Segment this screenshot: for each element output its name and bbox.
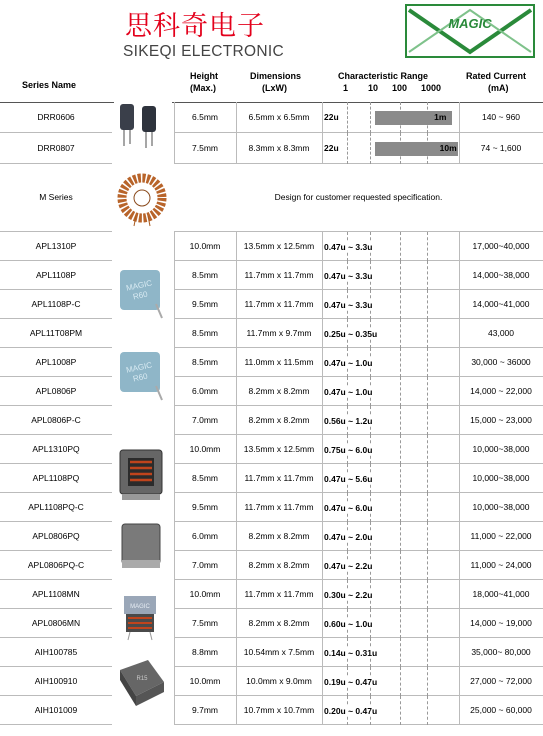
header-dimensions-sub: (LxW) [262, 83, 287, 93]
table-row [0, 164, 543, 232]
range-max: 10m [439, 142, 457, 153]
height-value: 7.0mm [192, 414, 218, 425]
range-gridline [400, 580, 401, 609]
series-name: APL1310P [35, 240, 77, 251]
svg-text:MAGIC: MAGIC [125, 278, 153, 293]
range-gridline [400, 551, 401, 580]
series-name: APL1008P [35, 356, 77, 367]
height-value: 9.5mm [192, 501, 218, 512]
header-range: Characteristic Range [338, 71, 429, 81]
apl-inductor-image [114, 264, 172, 320]
header-range-tick: 10 [368, 83, 379, 93]
table-row [0, 522, 543, 551]
rated-current: 10,000~38,000 [472, 443, 530, 454]
range-gridline [347, 102, 348, 133]
dimensions-value: 11.7mm x 9.7mm [246, 327, 312, 338]
series-name: APL1108PQ [32, 472, 80, 483]
dimensions-value: 11.7mm x 11.7mm [244, 472, 314, 483]
rated-current: 140 ~ 960 [481, 111, 521, 122]
series-name: APL1108P [35, 269, 76, 280]
col-divider [322, 667, 323, 696]
rated-current: 43,000 [488, 327, 514, 338]
dimensions-value: 8.2mm x 8.2mm [248, 530, 310, 541]
height-value: 8.5mm [192, 269, 218, 280]
col-divider [322, 133, 323, 164]
col-divider [322, 435, 323, 464]
toroid-inductor-image [114, 172, 172, 228]
rated-current: 14,000~38,000 [472, 269, 530, 280]
range-gridline [427, 377, 428, 406]
range-value: 0.47u ~ 2.2u [324, 560, 373, 571]
height-value: 6.0mm [192, 530, 218, 541]
range-gridline [400, 261, 401, 290]
dimensions-value: 11.0mm x 11.5mm [244, 356, 314, 367]
series-name: AIH100785 [34, 646, 78, 657]
table-row [0, 638, 543, 667]
custom-spec-note: Design for customer requested specification. [274, 192, 443, 202]
dimensions-value: 13.5mm x 12.5mm [243, 443, 315, 454]
range-value: 0.30u ~ 2.2u [324, 589, 373, 600]
aplpq-inductor-image [114, 518, 172, 574]
header-current: Rated Current [466, 71, 527, 81]
rated-current: 10,000~38,000 [472, 501, 530, 512]
table-row [0, 348, 543, 377]
height-value: 9.7mm [192, 704, 218, 715]
range-gridline [427, 522, 428, 551]
dimensions-value: 8.2mm x 8.2mm [248, 617, 310, 628]
range-gridline [400, 638, 401, 667]
series-name: AIH101009 [34, 704, 78, 715]
dimensions-value: 11.7mm x 11.7mm [244, 588, 314, 599]
col-divider [322, 102, 323, 133]
height-value: 6.0mm [192, 385, 218, 396]
height-value: 7.0mm [192, 559, 218, 570]
dimensions-value: 13.5mm x 12.5mm [243, 240, 315, 251]
table-row [0, 102, 543, 133]
col-divider [322, 493, 323, 522]
range-gridline [347, 133, 348, 164]
col-divider [322, 232, 323, 261]
range-gridline [427, 261, 428, 290]
header-range-tick: 1000 [421, 83, 442, 93]
table-row [0, 435, 543, 464]
rated-current: 17,000~40,000 [472, 240, 530, 251]
range-value: 0.60u ~ 1.0u [324, 618, 373, 629]
rated-current: 74 ~ 1,600 [480, 142, 522, 153]
table-row [0, 232, 543, 261]
range-gridline [370, 102, 371, 133]
row-divider [174, 724, 543, 725]
range-max: 1m [434, 111, 447, 122]
range-gridline [400, 493, 401, 522]
series-name: APL1310PQ [32, 443, 80, 454]
rated-current: 27,000 ~ 72,000 [470, 675, 532, 686]
dimensions-value: 11.7mm x 11.7mm [244, 298, 314, 309]
range-value: 0.25u ~ 0.35u [324, 328, 378, 339]
row-divider [0, 724, 112, 725]
rated-current: 11,000 ~ 22,000 [470, 530, 532, 541]
table-row [0, 319, 543, 348]
range-gridline [427, 290, 428, 319]
dimensions-value: 8.2mm x 8.2mm [248, 385, 310, 396]
range-value: 0.19u ~ 0.47u [324, 676, 378, 687]
rated-current: 14,000~41,000 [472, 298, 530, 309]
range-gridline [400, 319, 401, 348]
series-name: APL0806P [35, 385, 77, 396]
height-value: 9.5mm [192, 298, 218, 309]
height-value: 10.0mm [189, 675, 221, 686]
height-value: 10.0mm [189, 240, 221, 251]
series-name: APL1108P-C [31, 298, 81, 309]
rated-current: 30,000 ~ 36000 [471, 356, 531, 367]
header-series: Series Name [22, 80, 77, 90]
range-gridline [427, 435, 428, 464]
range-gridline [427, 696, 428, 725]
range-value: 0.56u ~ 1.2u [324, 415, 373, 426]
range-gridline [400, 435, 401, 464]
header-range-tick: 1 [343, 83, 349, 93]
range-gridline [427, 232, 428, 261]
height-value: 6.5mm [192, 111, 218, 122]
dimensions-value: 10.54mm x 7.5mm [243, 646, 315, 657]
table-row [0, 290, 543, 319]
height-value: 10.0mm [189, 588, 221, 599]
dimensions-value: 11.7mm x 11.7mm [244, 269, 314, 280]
header [0, 0, 543, 68]
range-value: 0.47u ~ 3.3u [324, 270, 373, 281]
rated-current: 11,000 ~ 24,000 [470, 559, 532, 570]
col-divider [322, 580, 323, 609]
range-gridline [400, 464, 401, 493]
mn-inductor-image [114, 590, 172, 642]
rated-current: 14,000 ~ 19,000 [470, 617, 532, 628]
table-row [0, 493, 543, 522]
dimensions-value: 10.0mm x 9.0mm [246, 675, 312, 686]
table-row [0, 696, 543, 725]
range-gridline [427, 319, 428, 348]
dimensions-value: 11.7mm x 11.7mm [244, 501, 314, 512]
table-row [0, 377, 543, 406]
range-gridline [400, 696, 401, 725]
series-name: M Series [39, 192, 73, 202]
range-value: 0.20u ~ 0.47u [324, 705, 378, 716]
series-name: APL1108MN [32, 588, 80, 599]
range-gridline [400, 232, 401, 261]
col-divider [322, 377, 323, 406]
range-gridline [427, 464, 428, 493]
range-value: 0.47u ~ 1.0u [324, 386, 373, 397]
range-gridline [400, 406, 401, 435]
svg-text:MAGIC: MAGIC [448, 16, 492, 31]
range-gridline [400, 348, 401, 377]
header-range-tick: 100 [392, 83, 408, 93]
height-value: 7.5mm [192, 617, 218, 628]
series-name: APL0806MN [31, 617, 81, 628]
aplpq-inductor-image [114, 444, 172, 506]
table-row [0, 551, 543, 580]
series-name: DRR0606 [37, 111, 75, 122]
series-name: AIH100910 [34, 675, 78, 686]
apl-inductor-image [114, 346, 172, 402]
dimensions-value: 8.2mm x 8.2mm [248, 559, 310, 570]
range-gridline [427, 348, 428, 377]
svg-text:R60: R60 [132, 289, 149, 302]
series-name: APL0806PQ-C [27, 559, 85, 570]
col-divider [322, 348, 323, 377]
range-gridline [370, 133, 371, 164]
range-gridline [400, 290, 401, 319]
col-divider [322, 464, 323, 493]
table-header [0, 68, 543, 103]
range-gridline [427, 406, 428, 435]
svg-text:MAGIC: MAGIC [125, 360, 153, 375]
drr-inductor-image [114, 100, 172, 150]
company-name-cn: 思科奇电子 [125, 11, 265, 42]
range-value: 0.47u ~ 3.3u [324, 299, 373, 310]
range-gridline [427, 667, 428, 696]
rated-current: 15,000 ~ 23,000 [470, 414, 532, 425]
series-name: APL0806P-C [31, 414, 81, 425]
range-min: 22u [324, 142, 339, 153]
rated-current: 18,000~41,000 [472, 588, 530, 599]
col-divider [322, 261, 323, 290]
svg-text:MAGIC: MAGIC [130, 604, 150, 610]
range-gridline [400, 377, 401, 406]
svg-text:R15: R15 [136, 676, 148, 682]
range-gridline [427, 638, 428, 667]
range-value: 0.47u ~ 1.0u [324, 357, 373, 368]
height-value: 8.5mm [192, 327, 218, 338]
col-divider [322, 638, 323, 667]
series-name: APL11T08PM [29, 327, 83, 338]
range-value: 0.47u ~ 6.0u [324, 502, 373, 513]
header-current-sub: (mA) [488, 83, 509, 93]
header-dimensions: Dimensions [250, 71, 302, 81]
height-value: 7.5mm [192, 142, 218, 153]
rated-current: 14,000 ~ 22,000 [470, 385, 532, 396]
height-value: 8.5mm [192, 472, 218, 483]
range-value: 0.75u ~ 6.0u [324, 444, 373, 455]
col-divider [322, 696, 323, 725]
col-divider [322, 609, 323, 638]
range-gridline [427, 580, 428, 609]
magic-logo [405, 4, 535, 58]
table-row [0, 464, 543, 493]
series-name: DRR0807 [37, 142, 75, 153]
company-name-en: SIKEQI ELECTRONIC [123, 43, 284, 60]
header-height: Height [190, 71, 218, 81]
range-value: 0.47u ~ 5.6u [324, 473, 373, 484]
series-name: APL0806PQ [32, 530, 80, 541]
col-divider [322, 551, 323, 580]
dimensions-value: 8.2mm x 8.2mm [248, 414, 310, 425]
dimensions-value: 8.3mm x 8.3mm [248, 142, 310, 153]
range-min: 22u [324, 111, 339, 122]
table-row [0, 609, 543, 638]
range-gridline [400, 609, 401, 638]
table-row [0, 133, 543, 164]
table-row [0, 261, 543, 293]
range-value: 0.14u ~ 0.31u [324, 647, 378, 658]
aih-inductor-image [114, 652, 172, 714]
header-height-sub: (Max.) [190, 83, 217, 93]
range-gridline [427, 609, 428, 638]
range-gridline [400, 522, 401, 551]
series-name: APL1108PQ-C [28, 501, 84, 512]
range-gridline [427, 551, 428, 580]
height-value: 10.0mm [189, 443, 221, 454]
table-row [0, 580, 543, 609]
col-divider [322, 406, 323, 435]
dimensions-value: 10.7mm x 10.7mm [243, 704, 315, 715]
col-divider [322, 522, 323, 551]
table-row [0, 667, 543, 696]
range-value: 0.47u ~ 2.0u [324, 531, 373, 542]
range-value: 0.47u ~ 3.3u [324, 241, 373, 252]
range-gridline [427, 493, 428, 522]
rated-current: 35,000~ 80,000 [471, 646, 531, 657]
range-gridline [400, 667, 401, 696]
col-divider [322, 290, 323, 319]
height-value: 8.5mm [192, 356, 218, 367]
svg-text:R60: R60 [132, 371, 149, 384]
col-divider [322, 319, 323, 348]
rated-current: 10,000~38,000 [472, 472, 530, 483]
table-row [0, 406, 543, 435]
rated-current: 25,000 ~ 60,000 [470, 704, 532, 715]
height-value: 8.8mm [192, 646, 218, 657]
dimensions-value: 6.5mm x 6.5mm [248, 111, 310, 122]
